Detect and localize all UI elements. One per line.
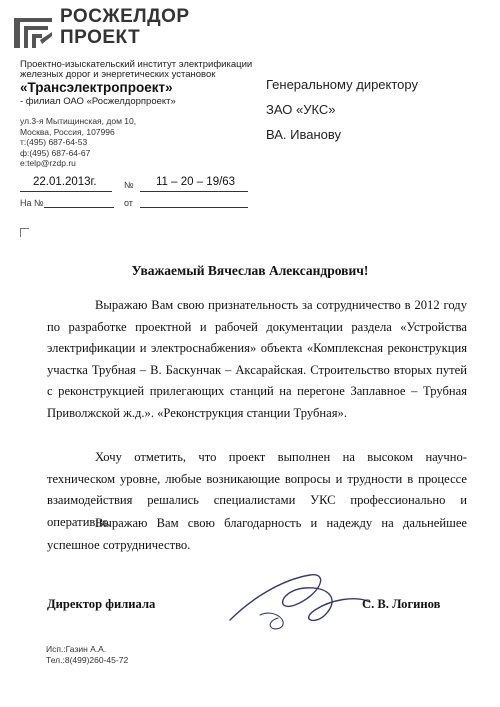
company-logo-icon [12,12,54,50]
executor-info [46,644,128,665]
recipient-company: ЗАО «УКС» [266,102,336,117]
corner-mark [20,228,29,237]
reference-number-label: На № [20,198,44,208]
paragraph-1: Выражаю Вам свою признательность за сотрудничество в 2012 году по разработке проектной и рабочей документации раздела «Устройства электрификации и электроснабжения» объекта «Комплексная реконструкция участка Трубная – В. Баскунчак – Аксарайская. Строительство вторых путей с реконструкцией прилегающих станций на перегоне Заплавное – Трубная Приволжской ж.д.». «Реконструкция станции Трубная». [47,298,467,420]
executor-phone: Тел.:8(499)260-45-72 [46,654,129,665]
reference-date-underline [140,207,248,208]
number-underline [140,191,248,192]
address-line: ул.3-я Мытищинская, дом 10, [20,116,137,126]
reference-number-underline [44,207,114,208]
recipient-block [266,72,418,147]
email-line: e:telp@rzdp.ru [20,158,76,168]
signatory-title: Директор филиала [47,597,156,611]
letter-date: 22.01.2013г. [33,176,97,188]
recipient-name: ВА. Иванову [266,127,341,142]
logo-line-2: ПРОЕКТ [60,27,141,48]
fax-line: ф:(495) 687-64-67 [20,147,91,158]
executor-name: Исп.:Газин А.А. [46,644,107,654]
handwritten-signature [220,560,380,635]
recipient-position: Генеральному директору [266,77,418,92]
reference-date-label: от [124,198,133,208]
date-underline [20,191,112,192]
company-logo-text [60,6,190,48]
address-line: Москва, Россия, 107996 [20,126,115,137]
letter-number: 11 – 20 – 19/63 [156,176,236,188]
paragraph-3: Выражаю Вам свою благодарность и надежду на дальнейшее успешное сотрудничество. [47,516,467,552]
number-label: № [124,180,134,190]
greeting: Уважаемый Вячеслав Александрович! [131,263,369,278]
branch-subtitle: - филиал ОАО «Росжелдорпроект» [20,96,176,107]
branch-name: «Трансэлектропроект» [20,80,173,95]
signatory-name: С. В. Логинов [362,597,441,611]
logo-line-1: РОСЖЕЛДОР [60,6,190,27]
phone-line: т:(495) 687-64-53 [20,137,88,147]
company-address [20,116,136,169]
institute-name: Проектно-изыскательский институт электрификации железных дорог и энергетических установок [20,59,253,80]
paragraph-2: Хочу отметить, что проект выполнен на высоком научно-техническом уровне, любые возникающие вопросы и трудности в процессе взаимодействия решались специалистами УКС профессионально и оперативно. [47,450,467,529]
